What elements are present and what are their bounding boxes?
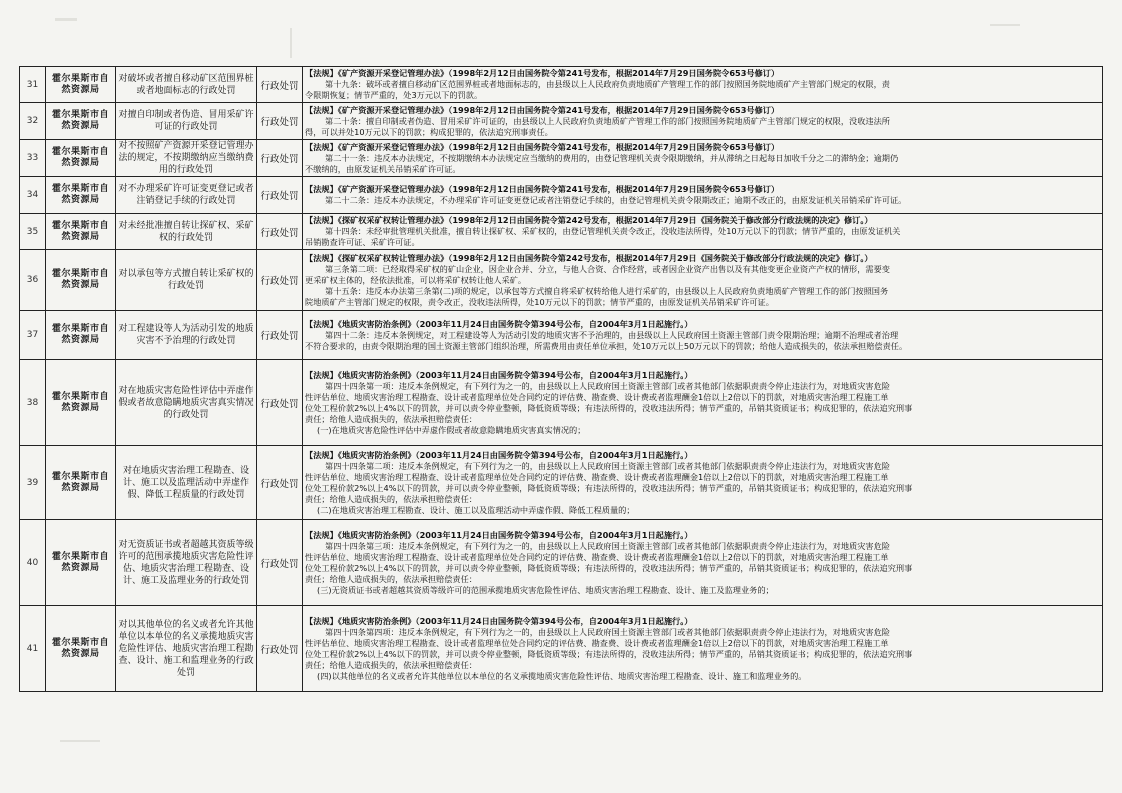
penalty-type: 行政处罚: [257, 67, 303, 103]
law-text-line: 位处工程价款2%以上4%以下的罚款，并可以责令停业整顿，降低资质等级；有违法所得的，没收违法所得；情节严重的，吊销其资质证书；构成犯罪的，依法追究刑事: [305, 648, 913, 659]
law-text-line: 得，可以并处10万元以下的罚款；构成犯罪的，依法追究刑事责任。: [305, 126, 553, 137]
penalty-type: 行政处罚: [257, 311, 303, 360]
scan-noise: [290, 28, 292, 58]
law-text-line: 第二十条：擅自印制或者伪造、冒用采矿许可证的，由县级以上人民政府负责地质矿产管理工作的部门按照国务院地质矿产主管部门规定的权限，没收违法所: [325, 115, 890, 126]
law-text-line: 责任；给他人造成损失的，依法承担赔偿责任：: [305, 659, 477, 670]
table-row: [20, 606, 1103, 692]
law-title: 【法规】《矿产资源开采登记管理办法》（1998年2月12日由国务院令第241号发布，根据2014年7月29日国务院令653号修订）: [305, 184, 780, 194]
law-text-line: 位处工程价款2%以上4%以下的罚款，并可以责令停业整顿，降低资质等级；有违法所得的，没收违法所得；情节严重的，吊销其资质证书；构成犯罪的，依法追究刑事: [305, 482, 913, 493]
table-row: [20, 214, 1103, 250]
penalty-type: 行政处罚: [257, 606, 303, 692]
table-row: [20, 67, 1103, 103]
row-number: 37: [20, 311, 46, 360]
legal-basis: [303, 214, 1103, 250]
law-text-line: 第十四条：未经审批管理机关批准，擅自转让探矿权、采矿权的，由登记管理机关责令改正，没收违法所得，处10万元以下的罚款；情节严重的，由原发证机关: [325, 226, 901, 236]
law-title: 【法规】《地质灾害防治条例》（2003年11月24日由国务院令第394号公布，自2004年3月1日起施行。）: [305, 449, 693, 460]
law-text-line: 第二十一条：违反本办法规定，不按期缴纳本办法规定应当缴纳的费用的，由登记管理机关责令限期缴纳，并从滞纳之日起每日加收千分之二的滞纳金；逾期仍: [325, 152, 899, 163]
table-row: [20, 520, 1103, 606]
legal-basis: [303, 177, 1103, 214]
law-text-line: 不缴纳的，由原发证机关吊销采矿许可证。: [305, 163, 461, 174]
row-number: 34: [20, 177, 46, 214]
law-text-line: 第四十二条：违反本条例规定，对工程建设等人为活动引发的地质灾害不予治理的，由县级以上人民政府国土资源主管部门责令限期治理；逾期不治理或者治理: [325, 329, 899, 340]
law-text-line: 第四十四条第三项：违反本条例规定，有下列行为之一的，由县级以上人民政府国土资源主管部门或者其他部门依据职责责令停止违法行为，对地质灾害危险: [325, 540, 890, 551]
table-row: [20, 250, 1103, 311]
table-row: [20, 360, 1103, 446]
law-text-line: 第四十四条第四项：违反本条例规定，有下列行为之一的，由县级以上人民政府国土资源主管部门或者其他部门依据职责责令停止违法行为，对地质灾害危险: [325, 626, 890, 637]
department-name: 霍尔果斯市自然资源局: [46, 214, 116, 250]
penalty-item: 对未经批准擅自转让探矿权、采矿权的行政处罚: [116, 214, 257, 250]
scan-noise: [55, 18, 77, 21]
law-text-line: (四)以其他单位的名义或者允许其他单位以本单位的名义承揽地质灾害危险性评估、地质灾害治理工程勘查、设计、施工和监理业务的。: [317, 670, 807, 681]
law-title: 【法规】《探矿权采矿权转让管理办法》（1998年2月12日由国务院令第242号发布，根据2014年7月29日《国务院关于修改部分行政法规的决定》修订。）: [305, 215, 873, 225]
penalty-item: 对无资质证书或者超越其资质等级许可的范围承揽地质灾害危险性评估、地质灾害治理工程勘查、设计、施工及监理业务的行政处罚: [116, 520, 257, 606]
legal-basis: [303, 606, 1103, 692]
legal-basis: [303, 103, 1103, 140]
penalty-item: 对破坏或者擅自移动矿区范围界桩或者地面标志的行政处罚: [116, 67, 257, 103]
law-title: 【法规】《矿产资源开采登记管理办法》（1998年2月12日由国务院令第241号发布，根据2014年7月29日国务院令653号修订）: [305, 68, 780, 78]
legal-basis: [303, 250, 1103, 311]
row-number: 31: [20, 67, 46, 103]
department-name: 霍尔果斯市自然资源局: [46, 250, 116, 311]
penalty-type: 行政处罚: [257, 177, 303, 214]
table-row: [20, 446, 1103, 520]
penalty-item: 对工程建设等人为活动引发的地质灾害不予治理的行政处罚: [116, 311, 257, 360]
law-text-line: 性评估单位、地质灾害治理工程勘查、设计或者监理单位处合同约定的评估费、勘查费、设计费或者监理酬金1倍以上2倍以下的罚款，对地质灾害治理工程施工单: [305, 391, 889, 402]
law-text-line: 位处工程价款2%以上4%以下的罚款，并可以责令停业整顿，降低资质等级；有违法所得的，没收违法所得；情节严重的，吊销其资质证书；构成犯罪的，依法追究刑事: [305, 402, 913, 413]
law-text-line: 性评估单位、地质灾害治理工程勘查、设计或者监理单位处合同约定的评估费、勘查费、设计费或者监理酬金1倍以上2倍以下的罚款，对地质灾害治理工程施工单: [305, 637, 889, 648]
law-title: 【法规】《地质灾害防治条例》（2003年11月24日由国务院令第394号公布，自2004年3月1日起施行。）: [305, 369, 693, 380]
penalty-item: 对不办理采矿许可证变更登记或者注销登记手续的行政处罚: [116, 177, 257, 214]
legal-basis: [303, 360, 1103, 446]
law-text-line: 位处工程价款2%以上4%以下的罚款，并可以责令停业整顿，降低资质等级；有违法所得的，没收违法所得；情节严重的，吊销其资质证书；构成犯罪的，依法追究刑事: [305, 562, 913, 573]
legal-basis: [303, 446, 1103, 520]
legal-basis: [303, 311, 1103, 360]
law-text-line: (二)在地质灾害治理工程勘查、设计、施工以及监理活动中弄虚作假、降低工程质量的；: [317, 504, 635, 515]
department-name: 霍尔果斯市自然资源局: [46, 103, 116, 140]
penalty-type: 行政处罚: [257, 446, 303, 520]
law-text-line: 第十五条：违反本办法第三条第(二)项的规定，以承包等方式擅自将采矿权转给他人进行采矿的，由县级以上人民政府负责地质矿产管理工作的部门按照国务: [325, 285, 889, 296]
row-number: 36: [20, 250, 46, 311]
table-row: [20, 103, 1103, 140]
row-number: 32: [20, 103, 46, 140]
law-title: 【法规】《矿产资源开采登记管理办法》（1998年2月12日由国务院令第241号发布，根据2014年7月29日国务院令653号修订）: [305, 104, 780, 115]
law-text-line: 第四十四条第二项：违反本条例规定，有下列行为之一的，由县级以上人民政府国土资源主管部门或者其他部门依据职责责令停止违法行为，对地质灾害危险: [325, 460, 890, 471]
row-number: 35: [20, 214, 46, 250]
law-text-line: 更采矿权主体的，经依法批准，可以将采矿权转让他人采矿。: [305, 274, 527, 285]
scan-noise: [60, 740, 100, 742]
penalty-item: 对以其他单位的名义或者允许其他单位以本单位的名义承揽地质灾害危险性评估、地质灾害治理工程勘查、设计、施工和监理业务的行政处罚: [116, 606, 257, 692]
law-text-line: 第二十二条：违反本办法规定，不办理采矿许可证变更登记或者注销登记手续的，由登记管理机关责令限期改正；逾期不改正的，由原发证机关吊销采矿许可证。: [325, 195, 907, 205]
row-number: 38: [20, 360, 46, 446]
law-text-line: 第十九条：破坏或者擅自移动矿区范围界桩或者地面标志的，由县级以上人民政府负责地质矿产管理工作的部门按照国务院地质矿产主管部门规定的权限，责: [325, 79, 890, 89]
law-text-line: 责任；给他人造成损失的，依法承担赔偿责任：: [305, 493, 477, 504]
legal-basis: [303, 140, 1103, 177]
penalty-type: 行政处罚: [257, 140, 303, 177]
row-number: 33: [20, 140, 46, 177]
table-row: [20, 177, 1103, 214]
department-name: 霍尔果斯市自然资源局: [46, 606, 116, 692]
penalty-item: 对不按照矿产资源开采登记管理办法的规定，不按期缴纳应当缴纳费用的行政处罚: [116, 140, 257, 177]
law-text-line: 院地质矿产主管部门规定的权限，责令改正，没收违法所得，处10万元以下的罚款；情节严重的，由原发证机关吊销采矿许可证。: [305, 296, 774, 307]
table-row: [20, 140, 1103, 177]
law-text-line: 第四十四条第一项：违反本条例规定，有下列行为之一的，由县级以上人民政府国土资源主管部门或者其他部门依据职责责令停止违法行为，对地质灾害危险: [325, 380, 890, 391]
law-title: 【法规】《地质灾害防治条例》（2003年11月24日由国务院令第394号公布，自2004年3月1日起施行。）: [305, 615, 693, 626]
department-name: 霍尔果斯市自然资源局: [46, 67, 116, 103]
law-text-line: 责任；给他人造成损失的，依法承担赔偿责任：: [305, 413, 477, 424]
penalty-type: 行政处罚: [257, 214, 303, 250]
penalty-item: 对在地质灾害治理工程勘查、设计、施工以及监理活动中弄虚作假、降低工程质量的行政处罚: [116, 446, 257, 520]
department-name: 霍尔果斯市自然资源局: [46, 360, 116, 446]
table-row: [20, 311, 1103, 360]
department-name: 霍尔果斯市自然资源局: [46, 140, 116, 177]
penalty-table-body: [20, 67, 1103, 692]
penalty-type: 行政处罚: [257, 520, 303, 606]
law-text-line: 不符合要求的，由责令限期治理的国土资源主管部门组织治理，所需费用由责任单位承担，处10万元以上50万元以下的罚款；给他人造成损失的，依法承担赔偿责任。: [305, 340, 908, 351]
row-number: 41: [20, 606, 46, 692]
department-name: 霍尔果斯市自然资源局: [46, 446, 116, 520]
law-title: 【法规】《探矿权采矿权转让管理办法》（1998年2月12日由国务院令第242号发布，根据2014年7月29日《国务院关于修改部分行政法规的决定》修订。）: [305, 252, 873, 263]
department-name: 霍尔果斯市自然资源局: [46, 177, 116, 214]
law-text-line: 第三条第二项：已经取得采矿权的矿山企业，因企业合并、分立，与他人合资、合作经营，或者因企业资产出售以及有其他变更企业资产产权的情形，需要变: [325, 263, 890, 274]
law-text-line: 责任；给他人造成损失的，依法承担赔偿责任：: [305, 573, 477, 584]
law-text-line: 性评估单位、地质灾害治理工程勘查、设计或者监理单位处合同约定的评估费、勘查费、设计费或者监理酬金1倍以上2倍以下的罚款，对地质灾害治理工程施工单: [305, 551, 889, 562]
penalty-type: 行政处罚: [257, 360, 303, 446]
law-title: 【法规】《地质灾害防治条例》（2003年11月24日由国务院令第394号公布，自2004年3月1日起施行。）: [305, 318, 693, 329]
penalty-item: 对擅自印制或者伪造、冒用采矿许可证的行政处罚: [116, 103, 257, 140]
law-text-line: 令限期恢复；情节严重的，处3万元以下的罚款。: [305, 90, 483, 100]
law-text-line: 性评估单位、地质灾害治理工程勘查、设计或者监理单位处合同约定的评估费、勘查费、设计费或者监理酬金1倍以上2倍以下的罚款，对地质灾害治理工程施工单: [305, 471, 889, 482]
scan-noise: [990, 24, 1020, 26]
legal-basis: [303, 67, 1103, 103]
row-number: 39: [20, 446, 46, 520]
penalty-table: [19, 66, 1103, 692]
law-title: 【法规】《地质灾害防治条例》（2003年11月24日由国务院令第394号公布，自2004年3月1日起施行。）: [305, 529, 693, 540]
law-text-line: (一)在地质灾害危险性评估中弄虚作假或者故意隐瞒地质灾害真实情况的；: [317, 424, 586, 435]
law-text-line: 吊销勘查许可证、采矿许可证。: [305, 237, 420, 247]
department-name: 霍尔果斯市自然资源局: [46, 311, 116, 360]
law-text-line: (三)无资质证书或者超越其资质等级许可的范围承揽地质灾害危险性评估、地质灾害治理工程勘查、设计、施工及监理业务的；: [317, 584, 774, 595]
penalty-type: 行政处罚: [257, 103, 303, 140]
penalty-item: 对在地质灾害危险性评估中弄虚作假或者故意隐瞒地质灾害真实情况的行政处罚: [116, 360, 257, 446]
legal-basis: [303, 520, 1103, 606]
penalty-item: 对以承包等方式擅自转让采矿权的行政处罚: [116, 250, 257, 311]
penalty-type: 行政处罚: [257, 250, 303, 311]
row-number: 40: [20, 520, 46, 606]
department-name: 霍尔果斯市自然资源局: [46, 520, 116, 606]
law-title: 【法规】《矿产资源开采登记管理办法》（1998年2月12日由国务院令第241号发布，根据2014年7月29日国务院令653号修订）: [305, 141, 780, 152]
